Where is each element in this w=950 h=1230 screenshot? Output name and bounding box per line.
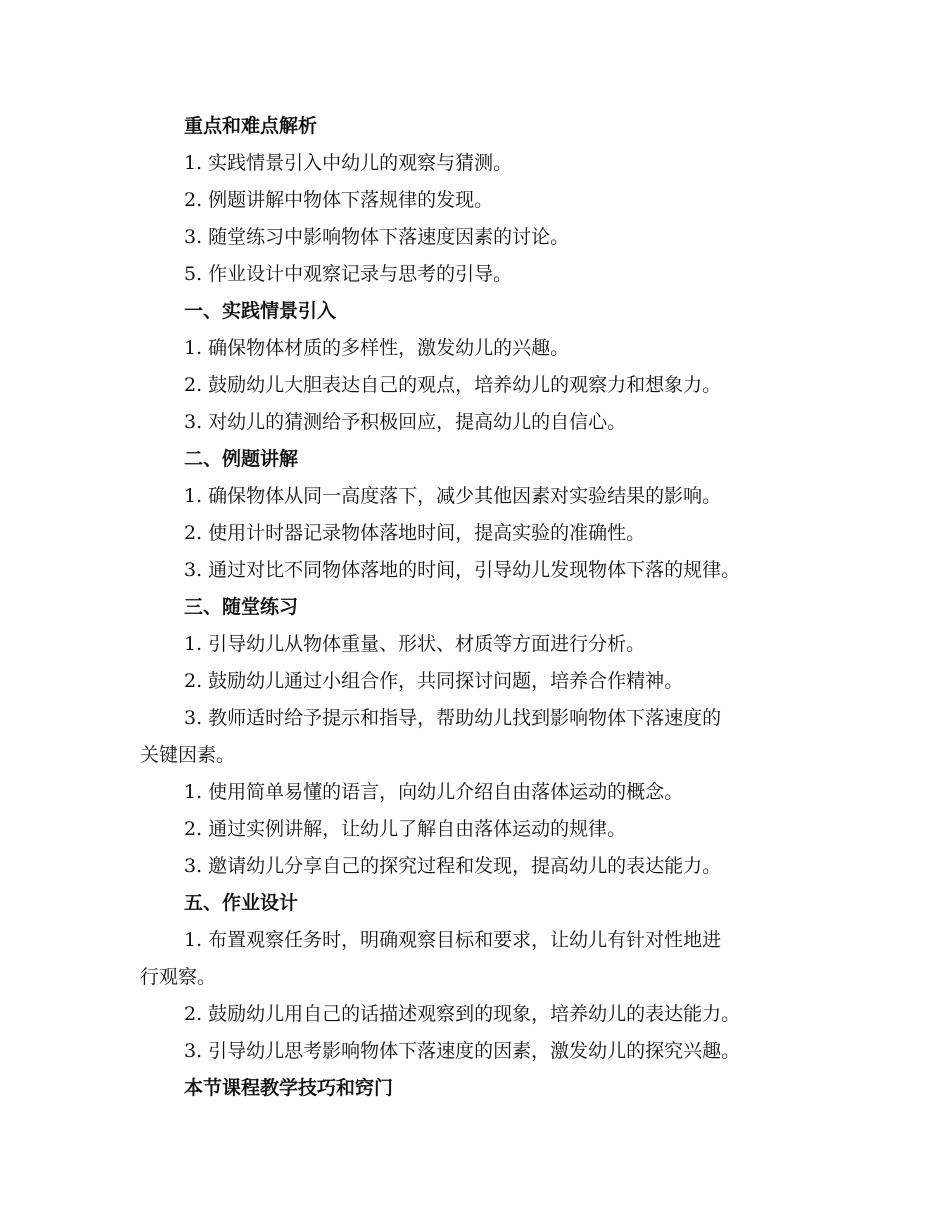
list-item-continuation: 行观察。	[140, 966, 217, 988]
list-item: 2. 鼓励幼儿通过小组合作，共同探讨问题，培养合作精神。	[184, 670, 684, 692]
list-item: 2. 通过实例讲解，让幼儿了解自由落体运动的规律。	[184, 818, 627, 840]
list-item: 2. 鼓励幼儿用自己的话描述观察到的现象，培养幼儿的表达能力。	[184, 1003, 741, 1025]
list-item: 5. 作业设计中观察记录与思考的引导。	[184, 263, 513, 285]
list-item: 2. 鼓励幼儿大胆表达自己的观点，培养幼儿的观察力和想象力。	[184, 374, 722, 396]
list-item-continuation: 关键因素。	[140, 744, 236, 766]
list-item: 3. 教师适时给予提示和指导，帮助幼儿找到影响物体下落速度的	[184, 707, 722, 729]
list-item: 2. 例题讲解中物体下落规律的发现。	[184, 189, 494, 211]
document-body	[140, 108, 820, 1107]
list-item: 1. 确保物体材质的多样性，激发幼儿的兴趣。	[184, 337, 570, 359]
list-item: 1. 确保物体从同一高度落下，减少其他因素对实验结果的影响。	[184, 485, 722, 507]
section-heading: 本节课程教学技巧和窍门	[184, 1077, 394, 1099]
list-item: 3. 引导幼儿思考影响物体下落速度的因素，激发幼儿的探究兴趣。	[184, 1040, 741, 1062]
list-item: 3. 邀请幼儿分享自己的探究过程和发现，提高幼儿的表达能力。	[184, 855, 722, 877]
list-item: 1. 使用简单易懂的语言，向幼儿介绍自由落体运动的概念。	[184, 781, 684, 803]
list-item: 3. 随堂练习中影响物体下落速度因素的讨论。	[184, 226, 570, 248]
list-item: 2. 使用计时器记录物体落地时间，提高实验的准确性。	[184, 522, 646, 544]
section-heading: 三、随堂练习	[184, 596, 299, 618]
section-heading: 二、例题讲解	[184, 448, 299, 470]
section-heading: 五、作业设计	[184, 892, 299, 914]
list-item: 1. 布置观察任务时，明确观察目标和要求，让幼儿有针对性地进	[184, 929, 722, 951]
list-item: 1. 引导幼儿从物体重量、形状、材质等方面进行分析。	[184, 633, 646, 655]
list-item: 3. 对幼儿的猜测给予积极回应，提高幼儿的自信心。	[184, 411, 627, 433]
section-heading: 一、实践情景引入	[184, 300, 337, 322]
list-item: 1. 实践情景引入中幼儿的观察与猜测。	[184, 152, 513, 174]
section-heading: 重点和难点解析	[184, 115, 318, 137]
list-item: 3. 通过对比不同物体落地的时间，引导幼儿发现物体下落的规律。	[184, 559, 741, 581]
